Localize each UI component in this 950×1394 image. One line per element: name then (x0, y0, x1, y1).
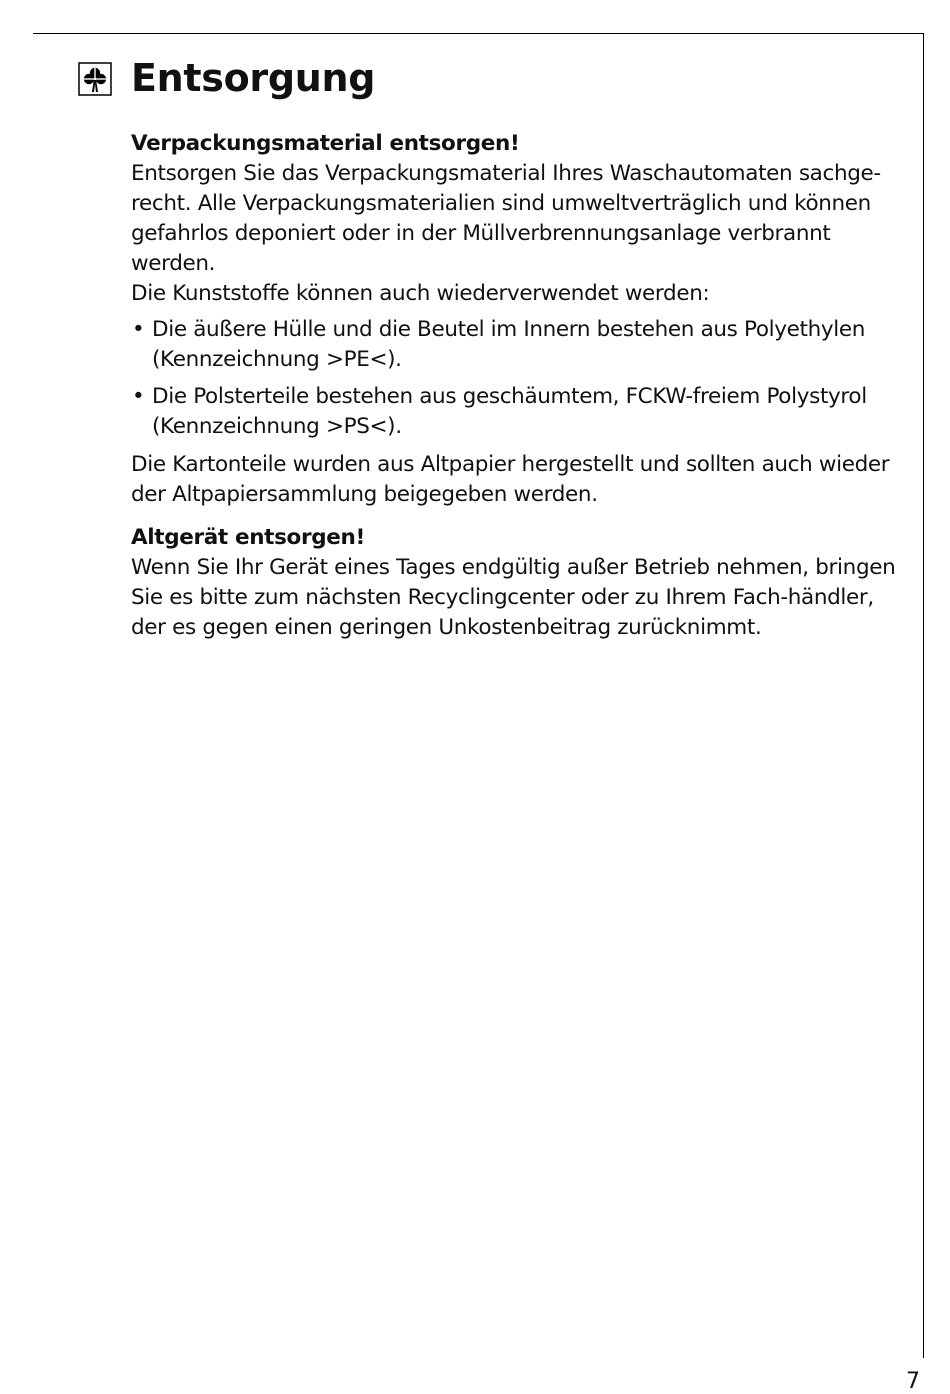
paragraph-packaging-intro: Entsorgen Sie das Verpackungsmaterial Ihres Waschautomaten sachge-recht. Alle Verpackungsmaterialien sind umweltverträglich und können gefahrlos deponiert oder in der Müllverbrennungsanlage verbrannt werden. (131, 161, 881, 276)
bullet-item-polystyrol: • Die Polsterteile bestehen aus geschäumtem, FCKW-freiem Polystyrol (Kennzeichnung >PS<). (131, 382, 906, 442)
frame-top-rule (33, 33, 924, 34)
paragraph-old-appliance: Wenn Sie Ihr Gerät eines Tages endgültig außer Betrieb nehmen, bringen Sie es bitte zum nächsten Recyclingcenter oder zu Ihrem Fach-händler, der es gegen einen geringen Unkostenbeitrag zurücknimmt. (131, 555, 896, 640)
page-title: Entsorgung (131, 56, 376, 100)
paragraph-cardboard: Die Kartonteile wurden aus Altpapier hergestellt und sollten auch wieder der Altpapiersammlung beigegeben werden. (131, 452, 890, 507)
bullet-item-polyethylen: • Die äußere Hülle und die Beutel im Innern bestehen aus Polyethylen (Kennzeichnung >PE<). (131, 315, 906, 375)
document-body (131, 129, 906, 643)
cloverleaf-recycling-icon (78, 62, 112, 96)
plastics-bullet-list (131, 315, 906, 442)
page-number: 7 (906, 1369, 920, 1394)
frame-right-rule (923, 33, 924, 1358)
paragraph-plastics-reuse: Die Kunststoffe können auch wiederverwendet werden: (131, 281, 710, 306)
section-heading-old-appliance: Altgerät entsorgen! (131, 525, 365, 550)
section-heading-packaging: Verpackungsmaterial entsorgen! (131, 131, 520, 156)
